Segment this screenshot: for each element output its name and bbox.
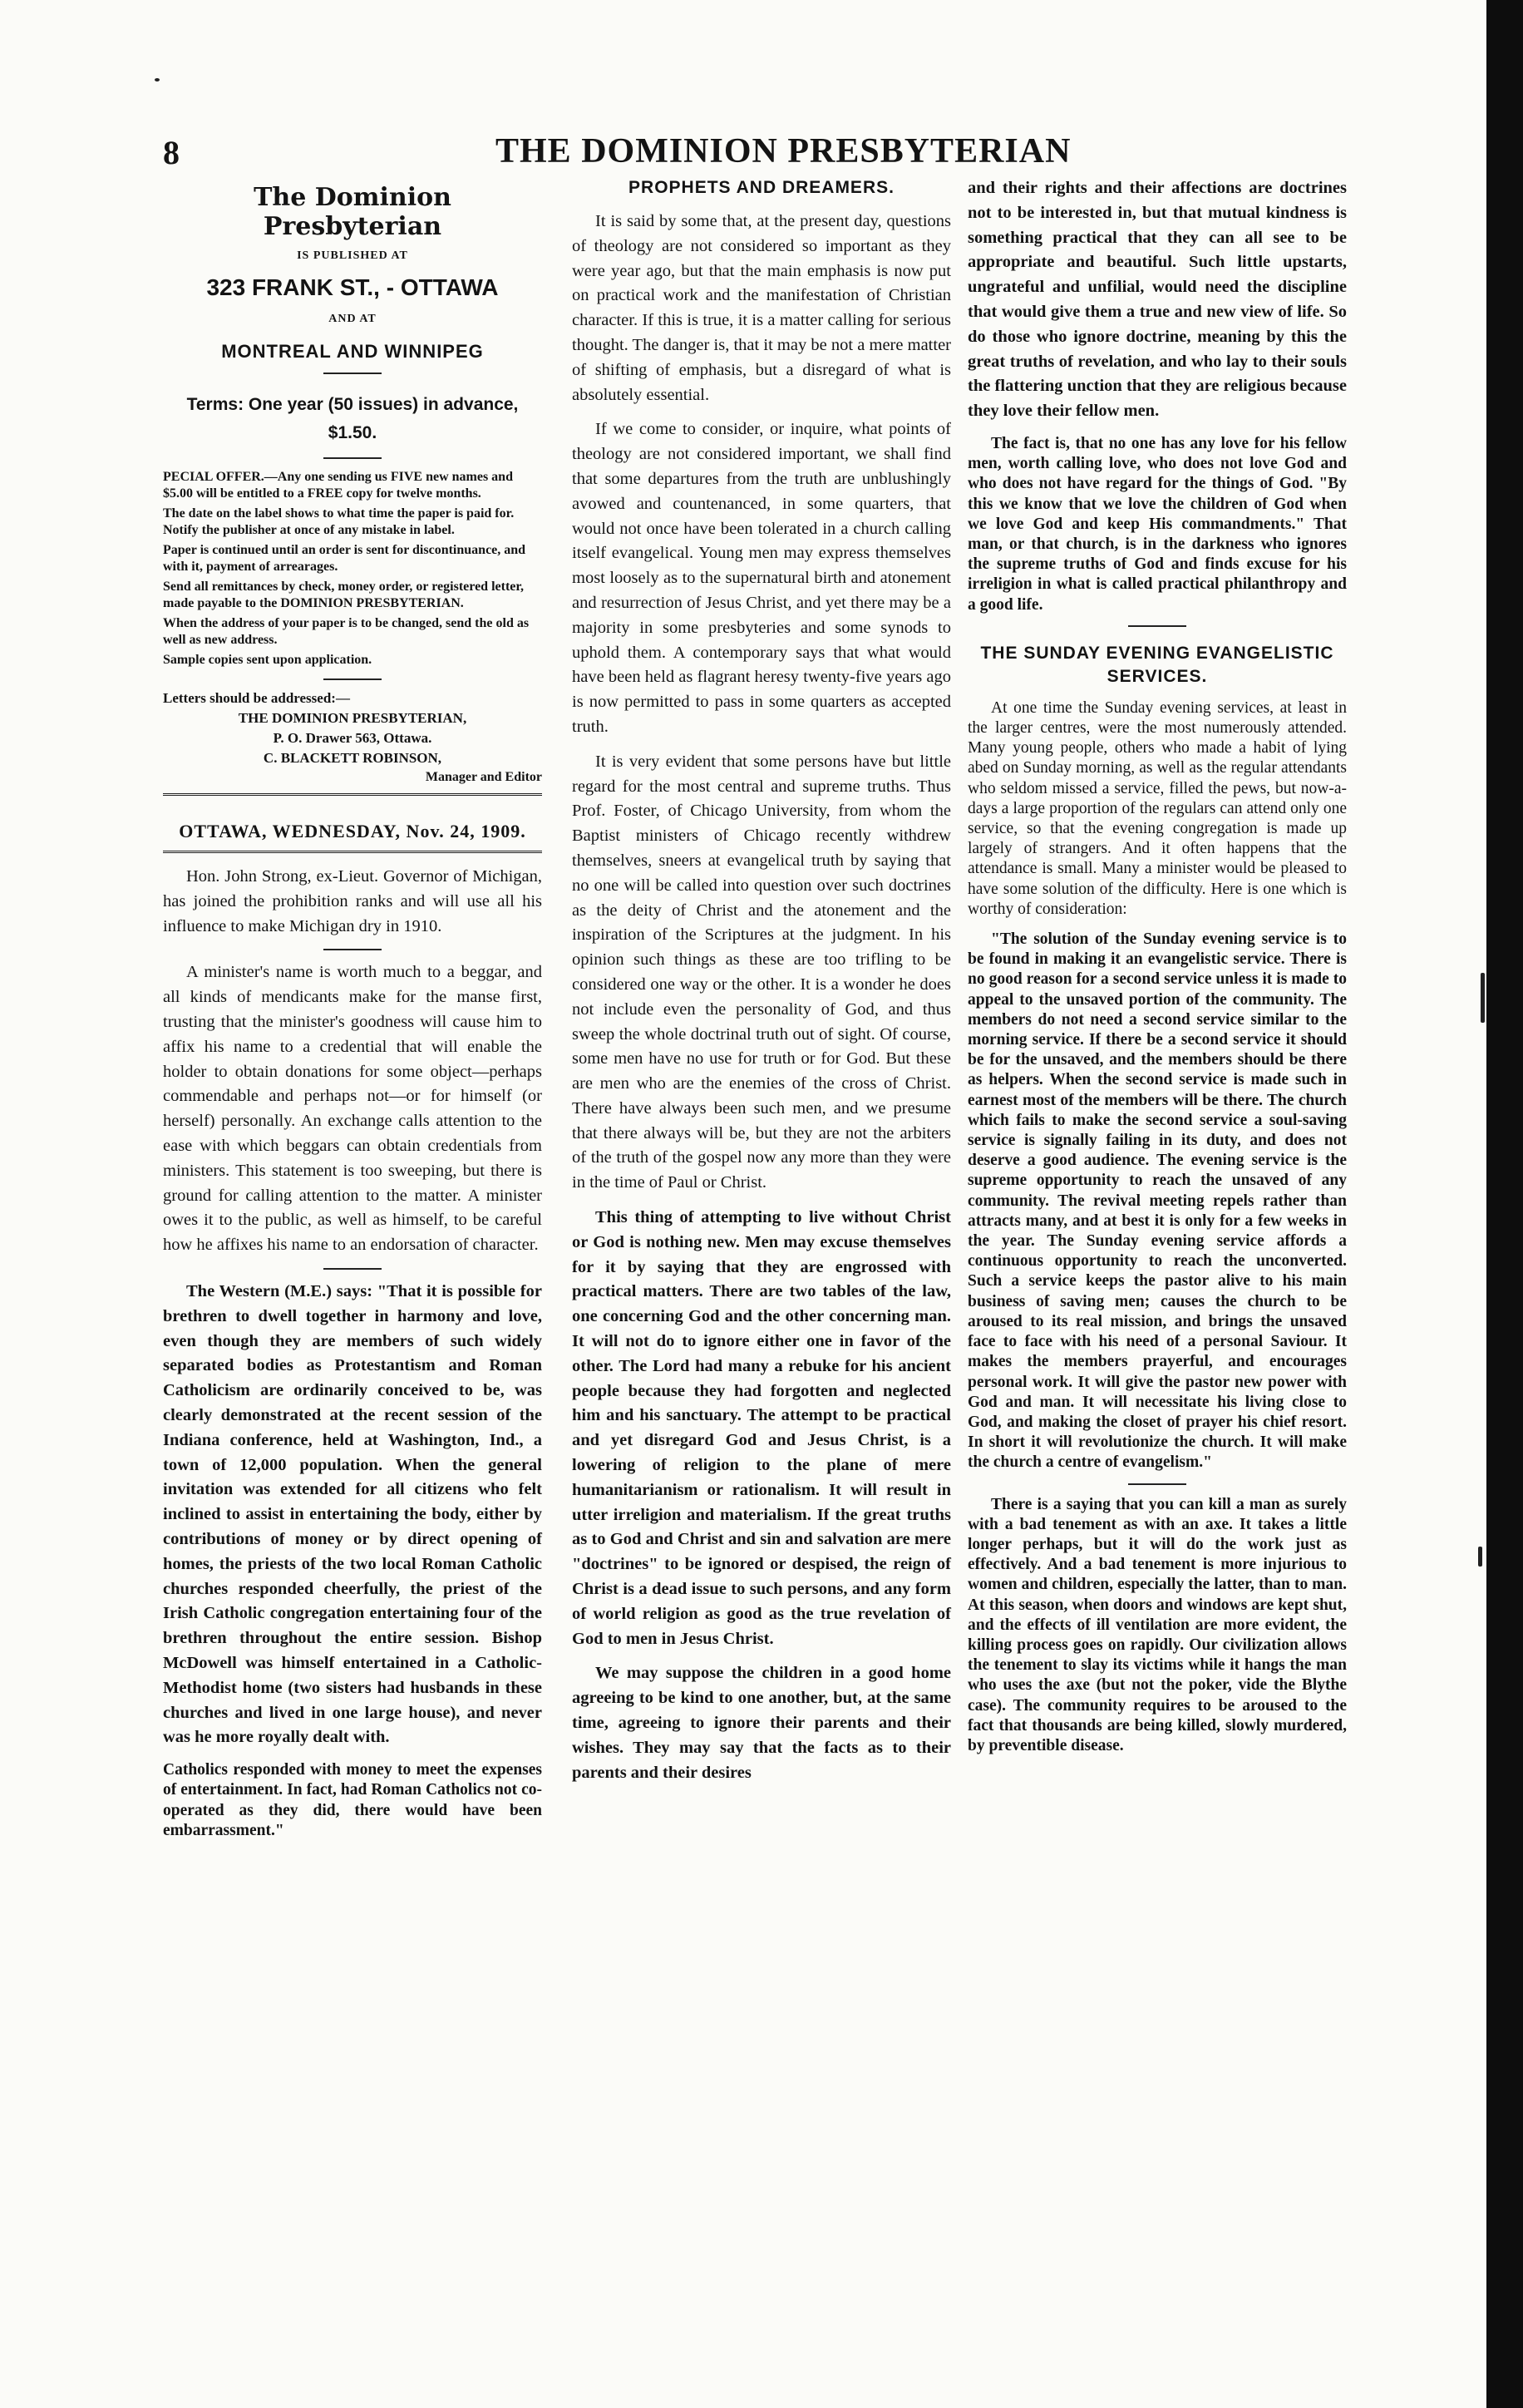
branch-cities: MONTREAL AND WINNIPEG [221, 341, 484, 362]
divider [323, 457, 382, 459]
paragraph: It is very evident that some persons have but little regard for the most central and supreme truths. Thus Prof. Foster, of Chicago University, from whom the Baptist ministers of Chicago recently withdrew themselves, sneers at evangelical truth by saying that no one will be called into question over such doctrines as the deity of Christ and the atonement and the inspiration of the Scriptures at the judgment. In his opinion such things as these are too trifling to be considered one way or the other. It is a wonder he does not include even the personality of God, and thus sweep the whole doctrinal truth out of sight. Of course, some men have no use for truth or for God. But these are men who are the enemies of the cross of Christ. There have always been such men, and we presume that there always will be, but they are not the arbiters of the truth of the gospel now any more than they were in the time of Paul or Christ. [572, 752, 951, 1192]
letters-to: Letters should be addressed:— [163, 690, 350, 706]
subscription-terms: Terms: One year (50 issues) in advance, $1.50. [186, 395, 519, 442]
divider [323, 949, 382, 950]
running-head: THE DOMINION PRESBYTERIAN [495, 132, 1072, 170]
notice-samples: Sample copies sent upon application. [163, 653, 372, 667]
paragraph-tenement: There is a saying that you can kill a man as surely with a bad tenement as with an axe. It takes a little longer perhaps, but it will do the work just as effectively. And a bad tenement is more injurious to women and children, especially the latter, than to man. At this season, when doors and windows are kept shut, and the effects of ill ventilation are more evident, the killing process goes on rapidly. Our civilization allows the tenement to slay its victims while it hangs the man who uses the axe (but not the poker, vide the Blythe case). The community requires to be aroused to the fact that thousands are being killed, slowly murdered, by preventible disease. [968, 1495, 1347, 1754]
scan-speck [155, 78, 160, 81]
and-at: AND AT [328, 313, 377, 325]
manager-title: Manager and Editor [425, 770, 542, 784]
divider [1128, 625, 1186, 627]
notice-remittances: Send all remittances by check, money order, or registered letter, made payable to the DOMINION PRESBYTERIAN. [163, 580, 524, 610]
divider [323, 373, 382, 374]
article-strong: Hon. John Strong, ex-Lieut. Governor of Michigan, has joined the prohibition ranks and will use all his influence to make Michigan dry in 1910. [163, 867, 542, 935]
divider [1128, 1483, 1186, 1485]
masthead-title: The Dominion Presbyterian [254, 183, 451, 241]
divider [323, 1268, 382, 1270]
page-number: 8 [163, 134, 180, 171]
double-rule [163, 851, 542, 856]
office-address: 323 FRANK ST., - OTTAWA [206, 274, 499, 300]
article-minister-name: A minister's name is worth much to a beggar, and all kinds of mendicants make for the manse first, trusting that the minister's goodness will cause him to affix his name to a credential that will enable the holder to obtain donations for some object—perhaps commendable and perhaps not—or for himself (or herself) personally. An exchange calls attention to the ease with which beggars can obtain credentials from ministers. This statement is too sweeping, but there is ground for calling attention to the matter. A minister owes it to the public, as well as himself, to be careful how he affixes his name to an endorsation of character. [163, 963, 542, 1255]
left-column [163, 176, 542, 1851]
divider [323, 678, 382, 680]
scan-speck [1478, 1547, 1482, 1567]
addressee: THE DOMINION PRESBYTERIAN, [238, 710, 467, 726]
scan-speck [1481, 973, 1485, 1023]
published-at: IS PUBLISHED AT [297, 249, 408, 262]
notice-label-date: The date on the label shows to what time the paper is paid for. Notify the publisher at once of any mistake in label. [163, 506, 515, 537]
paragraph: It is said by some that, at the present day, questions of theology are not considered so important as they were year ago, but that the main emphasis is now put on practical work and the manifestation of Christian character. If this is true, it is a matter calling for serious thought. The danger is, that it may be not a mere matter of shifting of emphasis, but a disregard of what is absolutely essential. [572, 212, 951, 404]
notice-address-change: When the address of your paper is to be changed, send the old as well as new address. [163, 616, 530, 647]
article-western: The Western (M.E.) says: "That it is possible for brethren to dwell together in harmony and love, even though they are members of such widely separated bodies as Protestantism and Roman Catholicism are ordinarily conceived to be, was clearly demonstrated at the recent session of the Indiana conference, held at Washington, Ind., a town of 12,000 population. When the general invitation was extended for all citizens who felt inclined to assist in entertaining the body, either by contributions of money or by direct opening of homes, the priests of the two local Roman Catholic churches responded cheerfully, the priest of the Irish Catholic congregation entertaining four of the brethren throughout the entire session. Bishop McDowell was himself entertained in a Catholic-Methodist home (two sisters had husbands in these churches and lived in one large house), and never was he more royally dealt with. [163, 1281, 542, 1747]
paragraph-fact: The fact is, that no one has any love for his fellow men, worth calling love, who does not love God and who does not have regard for the things of God. "By this we know that we love the children of God when we love God and keep His commandments." That man, or that church, is in the darkness who ignores the supreme truths of God and finds excuse for his irreligion in what is called practical philanthropy and a good life. [968, 434, 1347, 614]
paragraph: We may suppose the children in a good home agreeing to be kind to one another, but, at the same time, agreeing to ignore their parents and their wishes. They may say that the facts as to their parents and their desires [572, 1664, 951, 1782]
paragraph: If we come to consider, or inquire, what points of theology are not considered important, we shall find that some departures from the truth are unblushingly avowed and countenanced, in some quarters, that would not once have been tolerated in a church calling itself evangelical. Young men may express themselves most loosely as to the supernatural birth and atonement and resurrection of Jesus Christ, and yet there may be a majority in some presbyteries and some synods to uphold them. A contemporary says that what would have been held as flagrant heresy twenty-five years ago is now permitted to pass in some quarters as accepted truth. [572, 420, 951, 736]
paragraph-continuation: and their rights and their affections are doctrines not to be interested in, but that mutual kindness is something practical that they can all see to be appropriate and beautiful. Such little upstarts, ungrateful and unfilial, would need the discipline that would give them a true and new view of life. So do those who ignore doctrine, meaning by this the great truths of revelation, and who lay to their souls the flattering unction that they are religious because they love their fellow men. [968, 179, 1347, 421]
scan-border [1486, 0, 1523, 2408]
paragraph-sunday-1: At one time the Sunday evening services, at least in the larger centres, were the most numerously attended. Many young people, others who made a habit of lying abed on Sunday morning, as well as the regular attendants who seldom missed a service, filled the pews, but now-a-days a large proportion of the regulars can attend only one service, so that the evening congregation is made up largely of strangers. And it often happens that the attendance is small. Many a minister would be pleased to have some solution of the difficulty. Here is one which is worthy of consideration: [968, 698, 1347, 918]
headline-sunday-evening: THE SUNDAY EVENING EVANGELISTIC SERVICES. [980, 643, 1334, 686]
manager-name: C. BLACKETT ROBINSON, [263, 750, 442, 766]
notice-special-offer: PECIAL OFFER.—Any one sending us FIVE new names and $5.00 will be entitled to a FREE copy for twelve months. [163, 470, 513, 501]
right-column [968, 176, 1347, 1766]
double-rule [163, 793, 542, 799]
dateline: OTTAWA, WEDNESDAY, Nov. 24, 1909. [179, 821, 526, 841]
paragraph-sunday-2: "The solution of the Sunday evening service is to be found in making it an evangelistic service. There is no good reason for a second service unless it is made to appeal to the unsaved portion of the community. The members do not need a second service similar to the morning service. If there be a second service it should be for the unsaved, and the members should be there as helpers. When the second service is made such in earnest most of the members will be there. The church which fails to make the second service a soul-saving service is signally failing in its duty, and does not deserve a good audience. The evening service is the supreme opportunity to reach the unsaved of any community. The revival meeting repels rather than attracts many, and at best it is only for a few weeks in the year. The Sunday evening service affords a continuous opportunity to reach the unconverted. Such a service keeps the pastor alive to his main business of saving men; causes the church to be aroused to its real mission, and brings the unsaved face to face with his need of a personal Saviour. It makes the members prayerful, and encourages personal work. It will give the pastor new power with God and man. It will necessitate his living close to God, and making the closet of prayer his chief resort. In short it will revolutionize the church. It will make the church a centre of evangelism." [968, 930, 1347, 1472]
middle-column [572, 176, 951, 1795]
article-western-tail: Catholics responded with money to meet the expenses of entertainment. In fact, had Roman Catholics not co-operated as they did, there would have been embarrassment." [163, 1761, 542, 1839]
headline-prophets: PROPHETS AND DREAMERS. [628, 178, 895, 197]
paragraph: This thing of attempting to live without Christ or God is nothing new. Men may excuse themselves for it by saying that they are engrossed with practical matters. There are two tables of the law, one concerning God and the other concerning man. It will not do to ignore either one in favor of the other. The Lord had many a rebuke for his ancient people because they had forgotten and neglected him and his sanctuary. The attempt to be practical and yet disregard God and Jesus Christ, is a lowering of religion to the plane of mere humanitarianism or rationalism. It will result in utter irreligion and materialism. If the great truths as to God and Christ and sin and salvation are mere "doctrines" to be ignored or despised, the reign of Christ is a dead issue to such persons, and any form of world religion as good as the true revelation of God to men in Jesus Christ. [572, 1208, 951, 1648]
postal-box: P. O. Drawer 563, Ottawa. [273, 730, 432, 746]
notice-continued: Paper is continued until an order is sent for discontinuance, and with it, payment of arrearages. [163, 543, 526, 574]
